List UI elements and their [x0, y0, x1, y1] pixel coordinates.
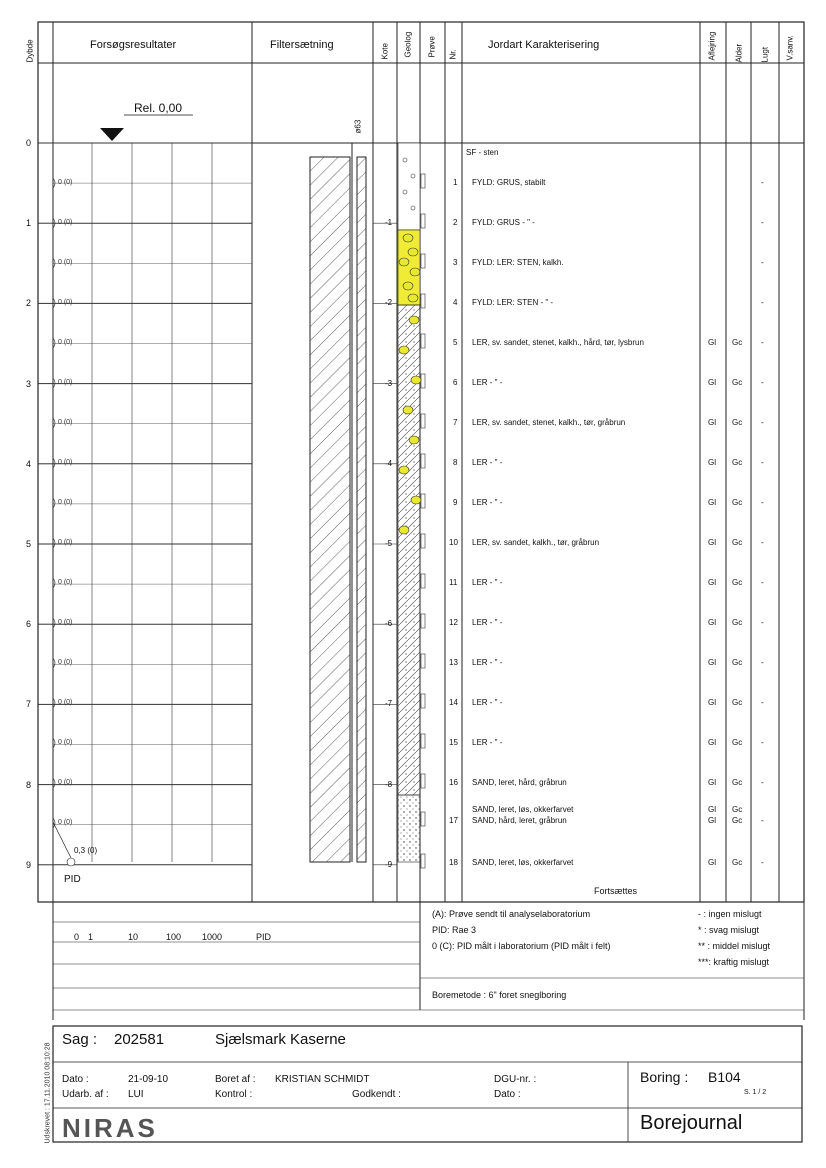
sample-marker [421, 854, 425, 868]
dato2-label: Dato : [494, 1089, 521, 1100]
sample-lugt: - [761, 218, 764, 227]
scale-100: 100 [166, 932, 182, 942]
sample-aflejring: Gl [708, 816, 716, 825]
udarb-value: LUI [128, 1089, 144, 1100]
sample-nr: 15 [449, 738, 458, 747]
sample-alder: Gc [732, 618, 743, 627]
pid-reading: 0 (0) [58, 819, 73, 826]
pid-reading: 0 (0) [58, 579, 73, 586]
sample-lugt: - [761, 378, 764, 387]
kote-tick: -2 [385, 298, 393, 308]
stone-symbol [411, 496, 421, 504]
header-aflejring: Aflejring [707, 31, 717, 61]
pid-reading: 0 (0) [58, 379, 73, 386]
fortsaettes: Fortsættes [594, 886, 638, 896]
depth-tick: 2 [26, 298, 32, 309]
sample-lugt: - [761, 298, 764, 307]
header-visanv: V.sanv. [785, 35, 795, 61]
depth-tick: 5 [26, 539, 32, 549]
rel-label: Rel. 0,00 [134, 101, 183, 115]
kote-tick: -6 [385, 619, 393, 629]
pid-reading: 0 (0) [58, 739, 73, 746]
sample-aflejring: Gl [708, 538, 716, 547]
sample-aflejring: Gl [708, 658, 716, 667]
dato-label: Dato : [62, 1074, 89, 1085]
sample-aflejring: Gl [708, 418, 716, 427]
sample-marker [421, 494, 425, 508]
dgu-label: DGU-nr. : [494, 1074, 537, 1085]
sample-aflejring: Gl [708, 698, 716, 707]
sample-aflejring: Gl [708, 498, 716, 507]
sample-nr: 18 [449, 858, 458, 867]
header-geolog: Geolog [403, 31, 413, 58]
sample-nr: 2 [453, 218, 458, 227]
sample-lugt: - [761, 178, 764, 187]
sample-alder: Gc [732, 538, 743, 547]
pid-reading: 0 (0) [58, 659, 73, 666]
sample-marker [421, 454, 425, 468]
stone-symbol [403, 234, 413, 242]
sag-label: Sag : [62, 1031, 98, 1048]
sf-label: SF - sten [466, 148, 499, 157]
sample-desc: LER - " - [472, 618, 503, 627]
header-kote: Kote [380, 43, 390, 60]
sample-nr: 9 [453, 498, 458, 507]
header-forsog: Forsøgsresultater [90, 39, 177, 51]
boret-label: Boret af : [215, 1074, 256, 1085]
sample-lugt: - [761, 498, 764, 507]
sample-alder: Gc [732, 816, 743, 825]
doc-type: Borejournal [640, 1112, 743, 1134]
pid-last: 0,3 (0) [74, 846, 98, 855]
kote-tick: -4 [385, 458, 393, 468]
sample-alder: Gc [732, 498, 743, 507]
sample-lugt: - [761, 418, 764, 427]
kote-tick: -3 [385, 378, 393, 388]
header-filter: Filtersætning [270, 39, 334, 51]
sample-aflejring: Gl [708, 458, 716, 467]
stone-symbol [410, 268, 420, 276]
pid-reading: 0 (0) [58, 179, 73, 186]
depth-tick: 7 [26, 699, 32, 710]
depth-tick: 0 [26, 138, 32, 148]
sample-desc: LER, sv. sandet, stenet, kalkh., hård, tør, lysbrun [472, 338, 644, 347]
sample-desc: LER - " - [472, 698, 503, 707]
sample-desc: FYLD: GRUS - " - [472, 218, 535, 227]
dato-value: 21-09-10 [128, 1074, 169, 1085]
sample-nr: 14 [449, 698, 458, 707]
sample-desc: LER - " - [472, 658, 503, 667]
stone-symbol [409, 316, 419, 324]
sample-aflejring: Gl [708, 378, 716, 387]
stone-symbol [409, 436, 419, 444]
kote-tick: -8 [385, 779, 393, 789]
side-print-info: Udskrevet : 17.11.2010 08:10:28 [44, 1042, 52, 1144]
sample-nr: 17 [449, 816, 458, 825]
sample-desc: LER, sv. sandet, stenet, kalkh., tør, gråbrun [472, 418, 626, 427]
sample-aflejring: Gl [708, 778, 716, 787]
depth-tick: 9 [26, 859, 32, 870]
sample-nr: 13 [449, 658, 458, 667]
sample-marker [421, 574, 425, 588]
sample-alder: Gc [732, 658, 743, 667]
sample-marker [421, 214, 425, 228]
kontrol-label: Kontrol : [215, 1089, 253, 1100]
boret-value: KRISTIAN SCHMIDT [275, 1074, 370, 1085]
pid-reading: 0 (0) [58, 459, 73, 466]
pid-reading: 0 (0) [58, 219, 73, 226]
filter-label: ø63 [353, 119, 363, 134]
sample-aflejring: Gl [708, 858, 716, 867]
sample-desc: FYLD: GRUS, stabilt [472, 178, 546, 187]
header-prove: Prøve [427, 36, 437, 58]
legend-lugt-0: - : ingen mislugt [698, 909, 762, 919]
sample-nr: 10 [449, 538, 458, 547]
boring-label: Boring : [640, 1069, 689, 1085]
depth-tick: 3 [26, 378, 32, 389]
sample-alder: Gc [732, 698, 743, 707]
legend-lugt-3: ***: kraftig mislugt [698, 957, 770, 967]
legend-a: (A): Prøve sendt til analyselaboratorium [432, 909, 591, 919]
udarb-label: Udarb. af : [62, 1089, 109, 1100]
pid-reading: 0 (0) [58, 699, 73, 706]
sample-marker [421, 254, 425, 268]
sample-aflejring: Gl [708, 738, 716, 747]
sample-alder: Gc [732, 778, 743, 787]
sample-desc: LER - " - [472, 458, 503, 467]
sample-aflejring: Gl [708, 618, 716, 627]
pid-reading: 0 (0) [58, 259, 73, 266]
sample-nr: 12 [449, 618, 458, 627]
sample-nr: 1 [453, 178, 458, 187]
header-dybde: Dybde [25, 39, 35, 63]
legend-lugt-1: * : svag mislugt [698, 925, 760, 935]
sample-marker [421, 654, 425, 668]
sample-lugt: - [761, 738, 764, 747]
sample-nr: 7 [453, 418, 458, 427]
pid-label: PID [64, 874, 81, 885]
sample-lugt: - [761, 538, 764, 547]
sample-alder: Gc [732, 578, 743, 587]
sample-marker [421, 774, 425, 788]
header-jordart: Jordart Karakterisering [488, 39, 600, 51]
sample-nr: 16 [449, 778, 458, 787]
stone-symbol [399, 466, 409, 474]
sample-nr: 3 [453, 258, 458, 267]
stone-symbol [408, 248, 418, 256]
pid-reading: 0 (0) [58, 779, 73, 786]
sample-marker [421, 614, 425, 628]
page-number: S. 1 / 2 [744, 1089, 767, 1096]
sample-nr: 4 [453, 298, 458, 307]
sag-nr: 202581 [114, 1031, 165, 1048]
kote-tick: -9 [385, 859, 393, 869]
sample-marker [421, 294, 425, 308]
sample-nr: 6 [453, 378, 458, 387]
sample-desc: FYLD: LER: STEN - " - [472, 298, 554, 307]
sample-desc: LER - " - [472, 498, 503, 507]
sample-lugt: - [761, 578, 764, 587]
sample-alder: Gc [732, 458, 743, 467]
depth-tick: 4 [26, 458, 32, 469]
sample-marker [421, 812, 425, 826]
pid-circle [67, 858, 75, 866]
stone-symbol [399, 346, 409, 354]
sample-desc: LER - " - [472, 738, 503, 747]
header-lugt: Lugt [760, 46, 770, 63]
sample-desc: LER - " - [472, 378, 503, 387]
sample-marker [421, 694, 425, 708]
sample-marker [421, 374, 425, 388]
sample-marker [421, 414, 425, 428]
pid-reading: 0 (0) [58, 419, 73, 426]
pid-reading: 0 (0) [58, 539, 73, 546]
sample-marker [421, 334, 425, 348]
sample-alder: Gc [732, 378, 743, 387]
scale-pid: PID [256, 932, 272, 942]
sample-lugt: - [761, 698, 764, 707]
stone-symbol [399, 526, 409, 534]
stone-symbol [411, 376, 421, 384]
kote-tick: -1 [385, 218, 393, 228]
sample-lugt: - [761, 258, 764, 267]
sample-lugt: - [761, 778, 764, 787]
legend-lugt-2: ** : middel mislugt [698, 941, 771, 951]
sample-desc: SAND, hård, leret, gråbrun [472, 816, 567, 825]
sample-lugt: - [761, 858, 764, 867]
sample-aflejring: Gl [708, 338, 716, 347]
sample-marker [421, 734, 425, 748]
sample-marker [421, 534, 425, 548]
stone-symbol [408, 294, 418, 302]
depth-tick: 6 [26, 619, 32, 630]
sample-nr: 8 [453, 458, 458, 467]
sample-nr: 5 [453, 338, 458, 347]
sample-desc: LER - " - [472, 578, 503, 587]
kote-tick: -5 [385, 539, 393, 548]
header-alder: Alder [734, 43, 744, 63]
sample17-top-afl: Gl [708, 805, 716, 814]
stone-symbol [403, 406, 413, 414]
sample-lugt: - [761, 458, 764, 467]
stone-symbol [399, 258, 409, 266]
sample-alder: Gc [732, 418, 743, 427]
sample-marker [421, 174, 425, 188]
sample-desc: LER, sv. sandet, kalkh., tør, gråbrun [472, 538, 600, 547]
sample-desc: FYLD: LER: STEN, kalkh. [472, 258, 564, 267]
pid-reading: 0 (0) [58, 299, 73, 306]
sample-aflejring: Gl [708, 578, 716, 587]
sample-alder: Gc [732, 738, 743, 747]
legend-c: 0 (C): PID målt i laboratorium (PID målt i felt) [432, 941, 611, 951]
sample-alder: Gc [732, 858, 743, 867]
sample17-top-alder: Gc [732, 805, 743, 814]
sample-desc: SAND, leret, hård, gråbrun [472, 778, 567, 787]
pid-reading: 0 (0) [58, 499, 73, 506]
pid-reading: 0 (0) [58, 339, 73, 346]
sample17-top: SAND, leret, løs, okkerfarvet [472, 805, 574, 814]
depth-tick: 1 [26, 218, 32, 229]
sample-lugt: - [761, 618, 764, 627]
boring-value: B104 [708, 1069, 741, 1085]
depth-tick: 8 [26, 779, 32, 790]
scale-10: 10 [128, 932, 139, 942]
sample-alder: Gc [732, 338, 743, 347]
pid-reading: 0 (0) [58, 619, 73, 626]
scale-0: 0 [74, 932, 80, 942]
sag-name: Sjælsmark Kaserne [215, 1031, 346, 1048]
kote-tick: -7 [385, 699, 393, 709]
sample-lugt: - [761, 816, 764, 825]
legend-pid: PID: Rae 3 [432, 925, 477, 935]
sample-nr: 11 [449, 578, 458, 587]
scale-1000: 1000 [202, 932, 223, 942]
godkendt-label: Godkendt : [352, 1089, 401, 1100]
scale-1: 1 [88, 932, 94, 942]
boremetode: Boremetode : 6" foret sneglboring [432, 990, 567, 1000]
stone-symbol [403, 282, 413, 290]
niras-logo: NIRAS [62, 1113, 158, 1143]
sample-lugt: - [761, 338, 764, 347]
header-nr: Nr. [448, 49, 458, 60]
sample-desc: SAND, leret, løs, okkerfarvet [472, 858, 574, 867]
sample-lugt: - [761, 658, 764, 667]
